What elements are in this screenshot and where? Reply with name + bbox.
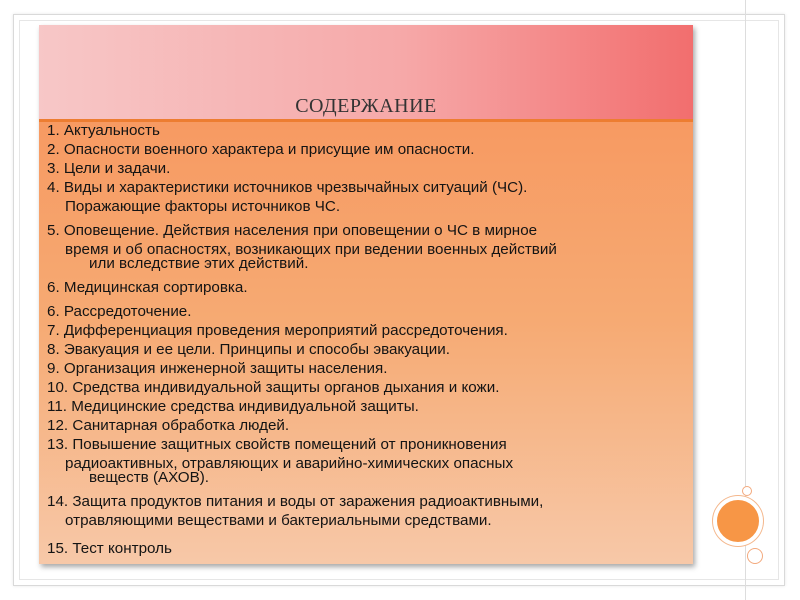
toc-line: 2. Опасности военного характера и присущие им опасности. bbox=[47, 141, 475, 158]
toc-line: Поражающие факторы источников ЧС. bbox=[65, 198, 341, 215]
toc-item-2 bbox=[47, 140, 687, 159]
toc-item-10 bbox=[47, 378, 687, 397]
toc-item-7 bbox=[47, 321, 687, 340]
toc-line: 15. Тест контроль bbox=[47, 540, 172, 557]
toc-line: 12. Санитарная обработка людей. bbox=[47, 417, 290, 434]
decorative-circle-orange bbox=[713, 496, 763, 546]
toc-line: 1. Актуальность bbox=[47, 122, 160, 139]
toc-line: 6. Медицинская сортировка. bbox=[47, 279, 248, 296]
toc-line: радиоактивных, отравляющих и аварийно-химических опасных bbox=[65, 455, 514, 472]
toc-line: 4. Виды и характеристики источников чрезвычайных ситуаций (ЧС). bbox=[47, 179, 528, 196]
toc-item-15 bbox=[47, 539, 687, 558]
toc-line: 10. Средства индивидуальной защиты органов дыхания и кожи. bbox=[47, 379, 500, 396]
toc-item-12 bbox=[47, 416, 687, 435]
toc-line: время и об опасностях, возникающих при ведении военных действий bbox=[65, 241, 557, 258]
toc-line: 11. Медицинские средства индивидуальной защиты. bbox=[47, 398, 419, 415]
toc-line: 13. Повышение защитных свойств помещений от проникновения bbox=[47, 436, 507, 453]
toc-line: или вследствие этих действий. bbox=[89, 255, 309, 272]
toc-line: 3. Цели и задачи. bbox=[47, 160, 171, 177]
toc-line: отравляющими веществами и бактериальными средствами. bbox=[65, 512, 492, 529]
table-of-contents bbox=[47, 121, 687, 558]
toc-item-11 bbox=[47, 397, 687, 416]
toc-line: веществ (АХОВ). bbox=[89, 469, 209, 486]
toc-item-3 bbox=[47, 159, 687, 178]
toc-item-4 bbox=[47, 178, 687, 216]
toc-line: 5. Оповещение. Действия населения при оповещении о ЧС в мирное bbox=[47, 222, 538, 239]
toc-item-14 bbox=[47, 492, 687, 530]
toc-item-9 bbox=[47, 359, 687, 378]
slide-title: СОДЕРЖАНИЕ bbox=[295, 95, 437, 117]
toc-line: 6. Рассредоточение. bbox=[47, 303, 192, 320]
toc-item-6 bbox=[47, 278, 687, 297]
toc-item-8 bbox=[47, 340, 687, 359]
toc-item-5 bbox=[47, 221, 687, 273]
decorative-circle-medium bbox=[747, 548, 763, 564]
toc-item-1 bbox=[47, 121, 687, 140]
toc-line: 8. Эвакуация и ее цели. Принципы и способы эвакуации. bbox=[47, 341, 450, 358]
toc-line: 9. Организация инженерной защиты населения. bbox=[47, 360, 388, 377]
decorative-circle-small bbox=[742, 486, 752, 496]
toc-line: 14. Защита продуктов питания и воды от заражения радиоактивными, bbox=[47, 493, 544, 510]
toc-line: 7. Дифференциация проведения мероприятий рассредоточения. bbox=[47, 322, 508, 339]
toc-item-6b bbox=[47, 302, 687, 321]
toc-item-13 bbox=[47, 435, 687, 487]
slide-panel bbox=[39, 25, 693, 564]
